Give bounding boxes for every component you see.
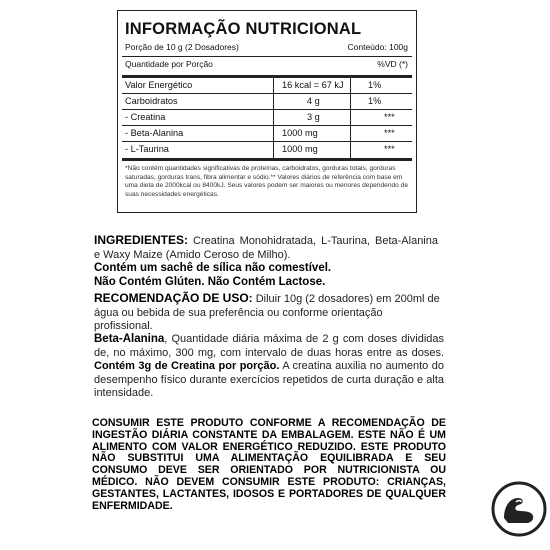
nutrition-row [122, 143, 412, 156]
daily-value-header: %VD (*) [377, 59, 408, 69]
beta-alanine-text: , Quantidade diária máxima de 2 g com doses divididas de, no máximo, 300 mg, com intervalo de duas horas entre as doses. [94, 333, 444, 359]
nutrition-row [122, 95, 412, 108]
per-portion-label: Quantidade por Porção [125, 59, 213, 69]
nutrient-name: - Beta-Alanina [125, 128, 184, 138]
nutrition-row [122, 127, 412, 140]
nutrient-vd: 1% [368, 96, 382, 106]
creatine-notice: Contém 3g de Creatina por porção. [94, 360, 280, 372]
muscle-arm-logo-icon [490, 480, 548, 538]
nutrition-facts-panel [117, 10, 417, 213]
nutrient-amount: 4 g [307, 96, 320, 106]
nutrient-amount: 16 kcal = 67 kJ [282, 80, 344, 90]
nutrition-row [122, 79, 412, 92]
nutrition-row [122, 111, 412, 124]
nutrition-title: INFORMAÇÃO NUTRICIONAL [125, 20, 362, 38]
nutrient-vd: *** [384, 128, 395, 138]
ingredients-label: INGREDIENTES: [94, 233, 189, 247]
nutrient-vd: *** [384, 144, 395, 154]
consumption-warning: CONSUMIR ESTE PRODUTO CONFORME A RECOMENDAÇÃO DE INGESTÃO DIÁRIA CONSTANTE DA EMBALAGEM. ESTE NÃO É UM ALIMENTO COM VALOR ENERGÉTICO REDUZIDO. ESTE PRODUTO NÃO SUBSTITUI UMA ALIMENTAÇÃO EQUILIBRADA E SEU CONSUMO DEVE SER ORIENTADO POR NUTRICIONISTA OU MÉDICO. NÃO DEVEM CONSUMIR ESTE PRODUTO: CRIANÇAS, GESTANTES, LACTANTES, IDOSOS E PORTADORES DE QUALQUER ENFERMIDADE. [92, 417, 446, 512]
nutrient-name: Valor Energético [125, 80, 193, 90]
ingredients-block [94, 234, 438, 289]
nutrient-vd: *** [384, 112, 395, 122]
nutrition-footnote: *Não contém quantidades significativas de proteínas, carboidratos, gorduras totais, gorduras saturadas, gorduras trans, fibra alimentar e sódio.** Valores diários de referência com base em uma dieta de 2000kcal ou 8400kJ. Seus valores podem ser maiores ou menores dependendo de suas necessidades energéticas. [125, 165, 408, 198]
nutrient-vd: 1% [368, 80, 382, 90]
nutrient-amount: 1000 mg [282, 144, 318, 154]
nutrient-name: - L-Taurina [125, 144, 169, 154]
recommendation-label: RECOMENDAÇÃO DE USO: [94, 291, 253, 305]
beta-alanine-block [94, 333, 444, 401]
divider [122, 125, 412, 126]
divider [122, 109, 412, 110]
net-content: Conteúdo: 100g [347, 42, 408, 52]
recommendation-block [94, 292, 444, 334]
serving-size: Porção de 10 g (2 Dosadores) [125, 42, 239, 52]
divider-thick [122, 75, 412, 78]
divider [122, 141, 412, 142]
nutrient-name: Carboidratos [125, 96, 178, 106]
beta-alanine-label: Beta-Alanina [94, 333, 165, 345]
silica-notice: Contém um sachê de sílica não comestível. [94, 262, 332, 274]
gluten-notice: Não Contém Glúten. Não Contém Lactose. [94, 275, 326, 288]
recommendation-text: Diluir 10g (2 dosadores) em 200ml de água ou bebida de sua preferência ou conforme orientação profissional. [94, 293, 440, 332]
nutrient-amount: 3 g [307, 112, 320, 122]
divider-thick [122, 158, 412, 161]
creatine-benefit: A creatina auxilia no aumento do desempenho físico durante exercícios repetidos de curta duração e alta intensidade. [94, 360, 444, 399]
divider [122, 56, 412, 57]
nutrient-amount: 1000 mg [282, 128, 318, 138]
divider [122, 93, 412, 94]
nutrient-name: - Creatina [125, 112, 166, 122]
ingredients-text: Creatina Monohidratada, L-Taurina, Beta-Alanina e Waxy Maize (Amido Ceroso de Milho). [94, 235, 438, 261]
